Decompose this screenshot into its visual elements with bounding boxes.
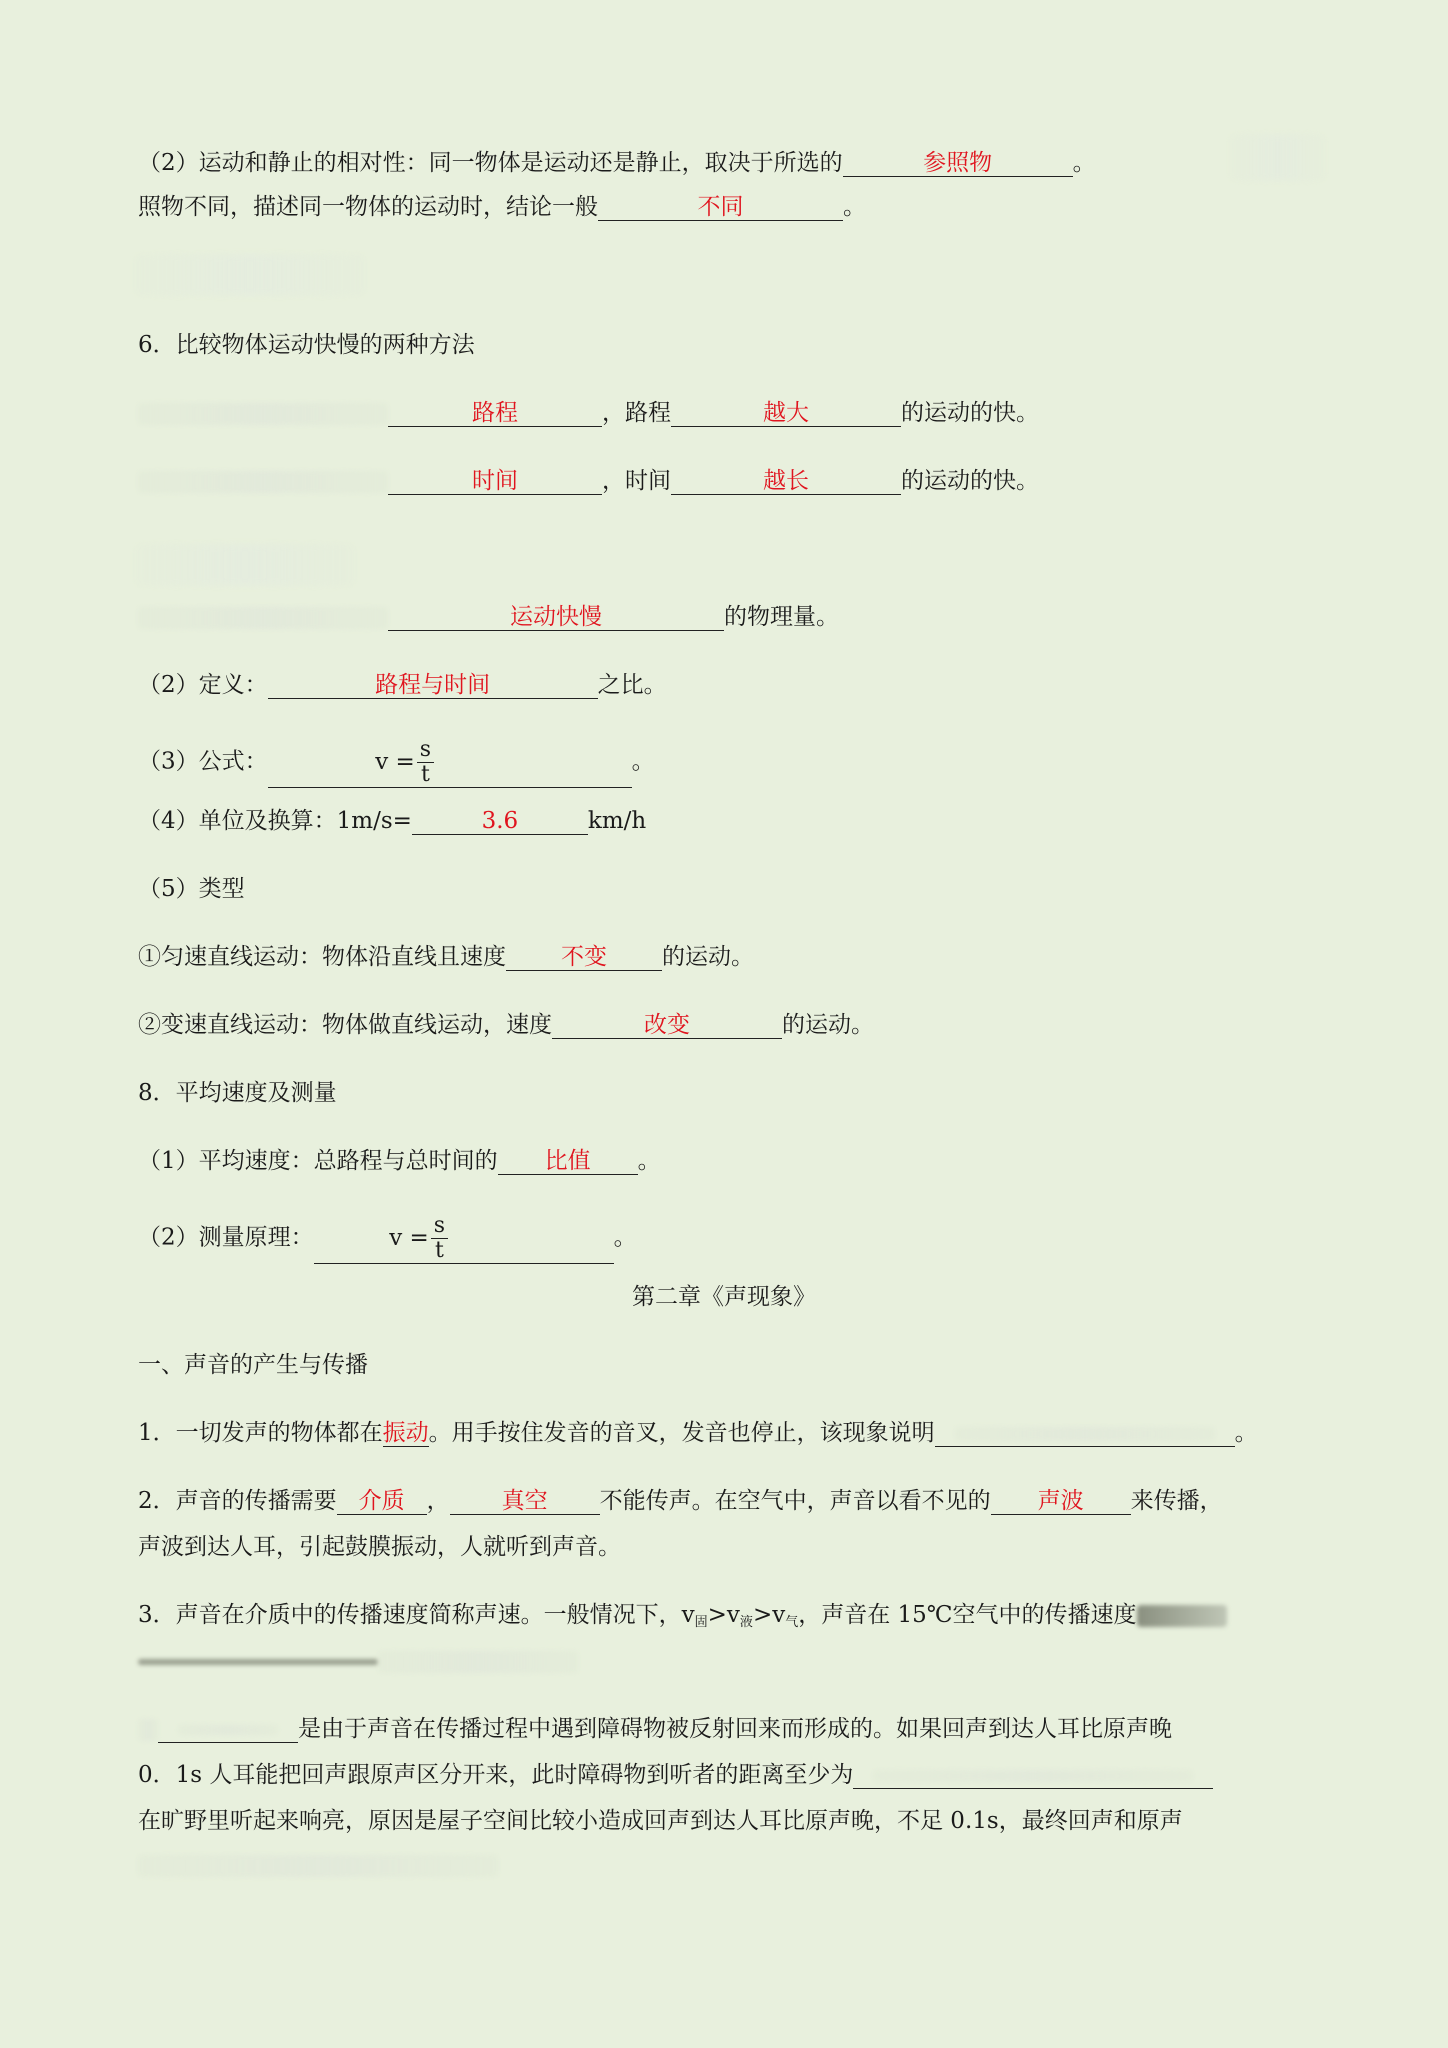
line-text: 照物不同，描述同一物体的运动时，结论一般 <box>138 194 598 220</box>
text-line-echo-distance <box>138 1760 1318 1790</box>
formula-v: v = <box>375 748 415 775</box>
blurred-text <box>955 1427 1215 1441</box>
answer-text: 参照物 <box>923 150 993 176</box>
line-text: 之比。 <box>597 672 667 698</box>
text-line-variable-motion <box>138 1010 1318 1040</box>
line-text: 的运动。 <box>662 944 754 970</box>
line-text: 0．1s 人耳能把回声跟原声区分开来，此时障碍物到听者的距离至少为 <box>138 1762 854 1788</box>
fill-blank <box>671 400 901 427</box>
answer-text: 3.6 <box>481 808 519 834</box>
section-heading-compare-speed <box>138 330 1318 360</box>
answer-text: 不变 <box>561 944 607 970</box>
line-text: ，时间 <box>602 468 671 494</box>
text-line-reference <box>138 192 1318 222</box>
answer-text: 越大 <box>763 400 809 426</box>
fill-blank <box>388 604 724 631</box>
answer-text: 声波 <box>1037 1488 1084 1514</box>
line-text: 。用手按住发音的音叉，发音也停止，该现象说明 <box>428 1420 935 1446</box>
fill-blank <box>598 194 843 221</box>
line-text: （2）运动和静止的相对性：同一物体是运动还是静止，取决于所选的 <box>138 150 843 176</box>
text-line-medium <box>138 1486 1318 1516</box>
line-text: ，路程 <box>602 400 671 426</box>
line-text: 。 <box>613 1224 637 1251</box>
fill-blank <box>337 1488 427 1515</box>
line-text: ， <box>426 1488 450 1514</box>
blur-patch <box>135 545 355 585</box>
text-line-blurred <box>138 1850 1318 1880</box>
line-text: （2）定义： <box>138 672 268 698</box>
fill-blank <box>843 150 1073 177</box>
text-line-measure-principle <box>138 1214 1318 1264</box>
text-line-speed-meaning <box>138 602 1318 632</box>
subscript-solid: 固 <box>694 1615 708 1630</box>
fraction-denominator: t <box>421 762 430 787</box>
answer-text: 介质 <box>358 1488 405 1514</box>
text-line-room-echo <box>138 1806 1318 1836</box>
answer-text: 时间 <box>472 468 518 494</box>
blurred-text <box>138 403 388 425</box>
line-text: 。 <box>843 194 866 220</box>
text-line-blurred <box>138 1646 1318 1676</box>
answer-text: 不同 <box>697 194 744 220</box>
text-line-sound-speed <box>138 1600 1318 1638</box>
line-text: （5）类型 <box>138 876 245 902</box>
line-text: 2．声音的传播需要 <box>138 1488 337 1514</box>
line-text: 的物理量。 <box>724 604 839 630</box>
answer-text: 真空 <box>501 1488 548 1514</box>
answer-text: 运动快慢 <box>510 604 602 630</box>
fill-blank <box>506 944 662 971</box>
answer-text: 改变 <box>644 1012 690 1038</box>
line-text: ，声音在 15℃空气中的传播速度 <box>798 1602 1137 1628</box>
line-text: （2）测量原理： <box>138 1224 314 1251</box>
line-text: >v <box>752 1602 786 1628</box>
text-line-method-time <box>138 466 1318 496</box>
line-text: 。 <box>631 748 655 775</box>
text-line-types <box>138 874 1318 904</box>
blurred-text <box>138 471 388 493</box>
fill-blank <box>552 1012 782 1039</box>
fraction-denominator: t <box>435 1238 444 1263</box>
subscript-gas: 气 <box>785 1615 799 1630</box>
line-text: 的运动。 <box>782 1012 874 1038</box>
line-text: （3）公式： <box>138 748 268 775</box>
formula-blank <box>268 738 632 788</box>
fill-blank <box>268 672 598 699</box>
line-text: （1）平均速度：总路程与总时间的 <box>138 1148 498 1174</box>
fill-blank <box>388 400 602 427</box>
blurred-text <box>178 1725 278 1735</box>
answer-text: 路程 <box>472 400 518 426</box>
line-text: 声波到达人耳，引起鼓膜振动，人就听到声音。 <box>138 1534 621 1560</box>
fill-blank <box>853 1762 1213 1789</box>
blurred-text <box>1137 1605 1227 1627</box>
fill-blank <box>991 1488 1131 1515</box>
fraction <box>417 738 434 787</box>
answer-text: 越长 <box>763 468 809 494</box>
answer-text: 振动 <box>382 1420 429 1446</box>
formula-v: v = <box>389 1224 429 1251</box>
line-text: ②变速直线运动：物体做直线运动，速度 <box>138 1012 552 1038</box>
line-text: 。 <box>637 1148 661 1174</box>
line-text: 1．一切发声的物体都在 <box>138 1420 383 1446</box>
line-text: 的运动的快。 <box>901 468 1039 494</box>
fill-blank <box>158 1716 298 1743</box>
blurred-text <box>138 1719 158 1741</box>
line-text: 3．声音在介质中的传播速度简称声速。一般情况下，v <box>138 1602 695 1628</box>
text-line-echo <box>138 1714 1318 1744</box>
line-text: >v <box>707 1602 740 1628</box>
text-line-method-distance <box>138 398 1318 428</box>
line-text: 8．平均速度及测量 <box>138 1080 337 1106</box>
line-text: 在旷野里听起来响亮，原因是屋子空间比较小造成回声到达人耳比原声晚，不足 0.1s，最终回声和原声 <box>138 1808 1183 1834</box>
section-heading-average-speed <box>138 1078 1318 1108</box>
line-text: 一、声音的产生与传播 <box>138 1352 368 1378</box>
line-text: （4）单位及换算：1m/s= <box>138 808 412 834</box>
line-text: 6．比较物体运动快慢的两种方法 <box>138 332 475 358</box>
answer-text: 比值 <box>544 1148 591 1174</box>
line-text: 。 <box>1234 1420 1258 1446</box>
text-line-vibration <box>138 1418 1318 1448</box>
blur-patch <box>135 255 365 295</box>
blurred-text <box>138 1659 378 1665</box>
chapter-title <box>138 1282 1310 1312</box>
text-line-definition <box>138 670 1318 700</box>
line-text: km/h <box>587 808 647 834</box>
line-text: 。 <box>1072 150 1096 176</box>
blurred-text <box>378 1651 578 1673</box>
formula-blank <box>314 1214 614 1264</box>
line-text: ①匀速直线运动：物体沿直线且速度 <box>138 944 506 970</box>
text-line-eardrum <box>138 1532 1318 1562</box>
line-text: 第二章《声现象》 <box>632 1284 816 1310</box>
line-text: 是由于声音在传播过程中遇到障碍物被反射回来而形成的。如果回声到达人耳比原声晚 <box>298 1716 1172 1742</box>
fill-blank <box>671 468 901 495</box>
fill-blank <box>388 468 602 495</box>
fill-blank <box>412 808 588 835</box>
fill-blank <box>935 1420 1235 1447</box>
line-text: 来传播， <box>1130 1488 1223 1514</box>
fill-blank <box>450 1488 600 1515</box>
blurred-text <box>873 1770 1193 1782</box>
text-line-uniform-motion <box>138 942 1318 972</box>
text-line-relativity <box>138 148 1318 178</box>
line-text: 不能传声。在空气中，声音以看不见的 <box>599 1488 991 1514</box>
answer-text: 路程与时间 <box>375 672 491 698</box>
fill-blank <box>498 1148 638 1175</box>
text-line-unit <box>138 806 1318 836</box>
text-line-average-speed <box>138 1146 1318 1176</box>
blurred-text <box>138 607 388 629</box>
blurred-text <box>138 1855 498 1877</box>
line-text: 的运动的快。 <box>901 400 1039 426</box>
subscript-liquid: 液 <box>739 1615 753 1630</box>
fraction-numerator: s <box>431 1214 448 1239</box>
fraction-numerator: s <box>417 738 434 763</box>
fraction <box>431 1214 448 1263</box>
section-heading-sound <box>138 1350 1318 1380</box>
text-line-formula <box>138 738 1318 788</box>
